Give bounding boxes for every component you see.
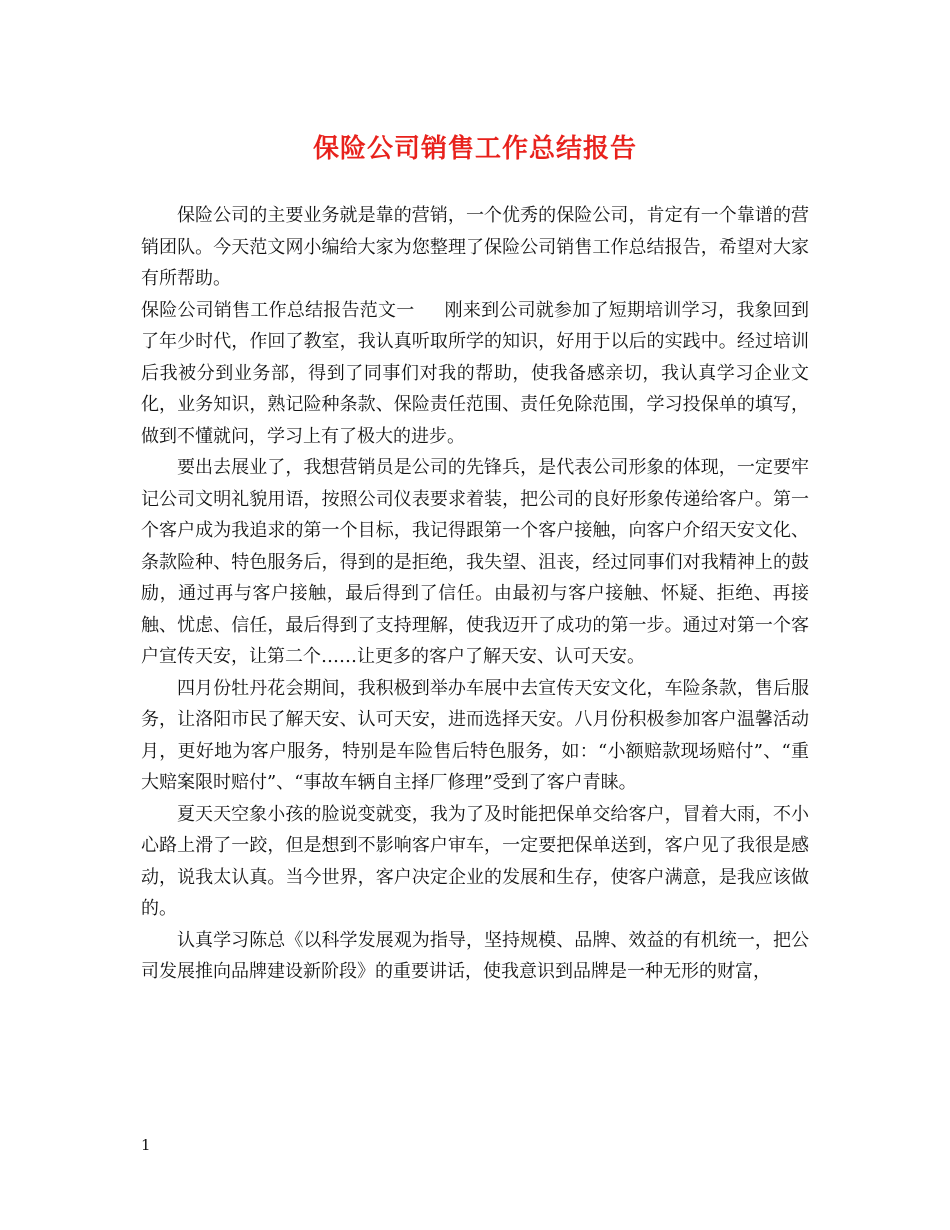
document-body xyxy=(141,200,809,988)
body-paragraph: 夏天天空象小孩的脸说变就变，我为了及时能把保单交给客户，冒着大雨，不小心路上滑了一跤，但是想到不影响客户审车，一定要把保单送到，客户见了我很是感动，说我太认真。当今世界，客户决定企业的发展和生存，使客户满意，是我应该做的。 xyxy=(141,803,809,919)
document-title: 保险公司销售工作总结报告 xyxy=(312,134,637,164)
body-paragraph: 认真学习陈总《以科学发展观为指导，坚持规模、品牌、效益的有机统一，把公司发展推向品牌建设新阶段》的重要讲话，使我意识到品牌是一种无形的财富， xyxy=(141,929,809,982)
section-first-text: 刚来到公司就参加了短期培训学习，我象回到了年少时代，作回了教室，我认真听取所学的知识，好用于以后的实践中。经过培训后我被分到业务部，得到了同事们对我的帮助，使我备感亲切，我认真学习企业文化，业务知识，熟记险种条款、保险责任范围、责任免除范围，学习投保单的填写，做到不懂就问，学习上有了极大的进步。 xyxy=(141,299,810,447)
section-heading: 保险公司销售工作总结报告范文一 xyxy=(141,299,415,321)
intro-paragraph: 保险公司的主要业务就是靠的营销，一个优秀的保险公司，肯定有一个靠谱的营销团队。今天范文网小编给大家为您整理了保险公司销售工作总结报告，希望对大家有所帮助。 xyxy=(141,205,809,289)
section-paragraph xyxy=(141,295,809,453)
body-paragraph: 四月份牡丹花会期间，我积极到举办车展中去宣传天安文化，车险条款，售后服务，让洛阳市民了解天安、认可天安，进而选择天安。八月份积极参加客户温馨活动月，更好地为客户服务，特别是车险售后特色服务，如：“小额赔款现场赔付”、“重大赔案限时赔付”、“事故车辆自主择厂修理”受到了客户青睐。 xyxy=(141,677,809,793)
body-paragraph: 要出去展业了，我想营销员是公司的先锋兵，是代表公司形象的体现，一定要牢记公司文明礼貌用语，按照公司仪表要求着装，把公司的良好形象传递给客户。第一个客户成为我追求的第一个目标，我记得跟第一个客户接触，向客户介绍天安文化、条款险种、特色服务后，得到的是拒绝，我失望、沮丧，经过同事们对我精神上的鼓励，通过再与客户接触，最后得到了信任。由最初与客户接触、怀疑、拒绝、再接触、忧虑、信任，最后得到了支持理解，使我迈开了成功的第一步。通过对第一个客户宣传天安，让第二个……让更多的客户了解天安、认可天安。 xyxy=(141,457,809,667)
page-number: 1 xyxy=(141,1136,151,1154)
